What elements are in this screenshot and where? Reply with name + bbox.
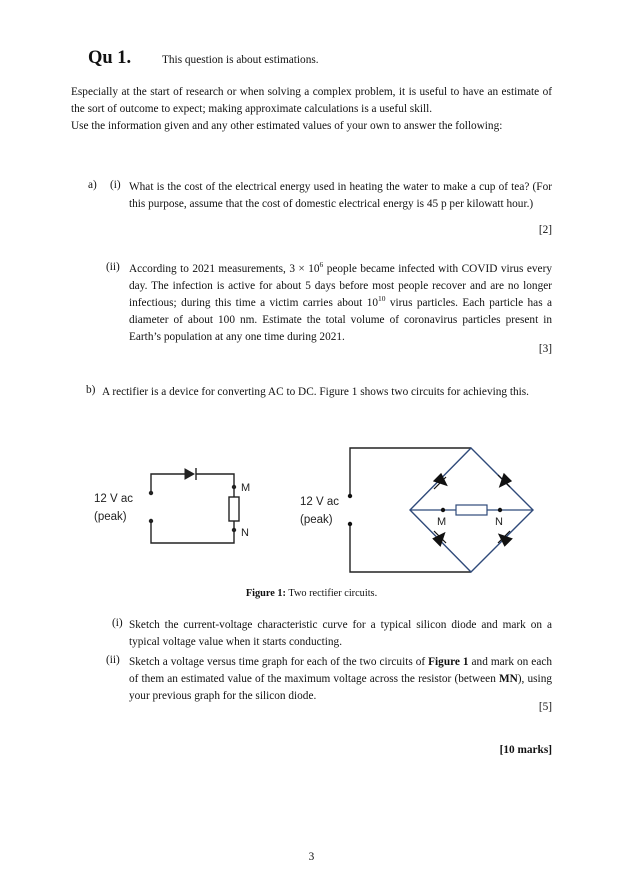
text-segment: Sketch a voltage versus time graph for each of the two circuits of: [129, 656, 429, 668]
part-a-i-label: (i): [110, 179, 121, 191]
bridge-rectifier-circuit: [348, 448, 533, 572]
exponent: 10: [378, 294, 386, 304]
text-segment: virus particles. Each particle has a diameter of about 100 nm. Estimate the total volume of coronavirus particles present in Earth’s population at any one time during 2021.: [129, 297, 552, 343]
circuit1-node-m: M: [241, 482, 251, 494]
part-b-i-label: (i): [112, 617, 123, 629]
resistor-reference: MN: [498, 673, 518, 685]
circuit2-source-peak: (peak): [300, 514, 333, 526]
part-b-text: A rectifier is a device for converting AC to DC. Figure 1 shows two circuits for achieving this.: [102, 386, 529, 398]
page-number: 3: [308, 851, 315, 863]
part-b-ii-text: [129, 654, 552, 705]
figure-1-circuits: [0, 440, 623, 580]
preamble-paragraph-2: Use the information given and any other estimated values of your own to answer the following:: [71, 120, 503, 132]
half-wave-terminals: [149, 485, 236, 532]
half-wave-rectifier-circuit: [151, 468, 239, 543]
part-a-i-marks: [2]: [538, 224, 552, 236]
part-b-ii-label: (ii): [106, 654, 120, 666]
circuit1-node-n: N: [241, 527, 249, 539]
part-a-i-text: What is the cost of the electrical energy used in heating the water to make a cup of tea? (For this purpose, assume that the cost of domestic electrical energy is 45 p per kilowatt hour.): [129, 181, 552, 210]
figure-caption: [0, 588, 623, 599]
text-segment: ), using your previous graph for the silicon diode.: [129, 673, 552, 702]
part-b-i-text: Sketch the current-voltage characteristic curve for a typical silicon diode and mark on a typical voltage value when it starts conducting.: [129, 619, 552, 648]
circuit2-source-label: 12 V ac: [300, 496, 339, 508]
circuit1-source-peak: (peak): [94, 511, 127, 523]
text-segment: people became infected with COVID virus every day. The infection is active for about 5 days before most people recover and are no longer infectious; during this time a victim carries about 10: [129, 263, 552, 309]
circuit2-node-n: N: [495, 516, 503, 528]
text-segment: and mark on each of them an estimated value of the maximum voltage across the resistor (between: [129, 656, 552, 685]
question-intro: This question is about estimations.: [162, 54, 319, 66]
question-number: Qu 1.: [88, 48, 132, 68]
part-a-ii-marks: [3]: [538, 343, 552, 355]
caption-text: Two rectifier circuits.: [285, 588, 378, 599]
text-segment: According to 2021 measurements, 3 × 10: [129, 263, 320, 275]
exponent: 6: [319, 260, 324, 270]
part-a-ii-text: [129, 261, 552, 346]
preamble-paragraph-1: Especially at the start of research or when solving a complex problem, it is useful to have an estimate of the sort of outcome to expect; making approximate calculations is a useful skill.: [71, 86, 552, 115]
total-marks: [10 marks]: [499, 744, 552, 756]
part-b-ii-marks: [5]: [538, 701, 552, 713]
part-a-ii-label: (ii): [106, 261, 120, 273]
circuit2-node-m: M: [437, 516, 447, 528]
part-b-label: b): [86, 384, 96, 396]
circuit1-source-label: 12 V ac: [94, 493, 133, 505]
figure-reference: Figure 1: [428, 656, 469, 668]
part-a-label: a): [88, 179, 97, 191]
caption-label: Figure 1:: [245, 588, 286, 599]
